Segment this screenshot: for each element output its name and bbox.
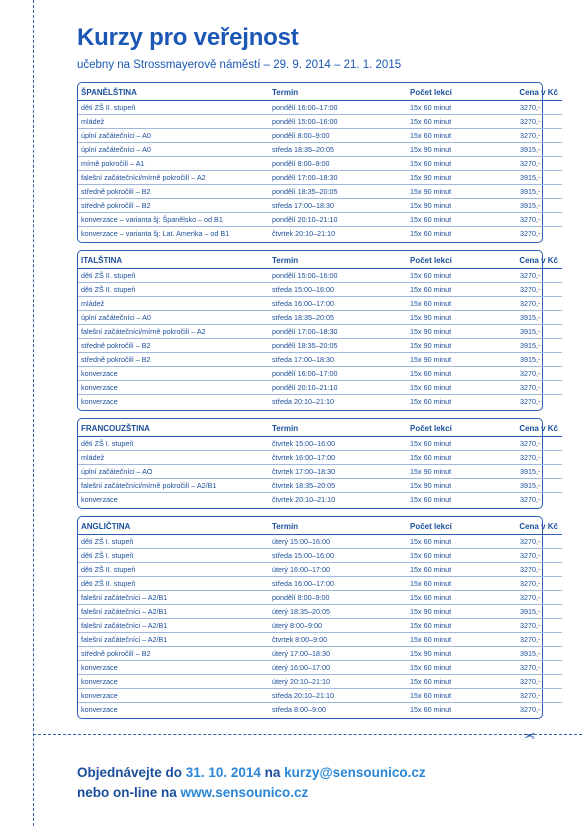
section-language-heading: ANGLIČTINA xyxy=(78,519,269,535)
course-price: 3915,- xyxy=(500,605,562,619)
course-schedule: čtvrtek 20:10–21:10 xyxy=(269,493,407,507)
course-level: středně pokročilí – B2 xyxy=(78,199,269,213)
course-lessons: 15x 90 minut xyxy=(407,353,500,367)
course-price: 3270,- xyxy=(500,675,562,689)
course-schedule: čtvrtek 18:35–20:05 xyxy=(269,479,407,493)
course-price: 3270,- xyxy=(500,213,562,227)
course-section xyxy=(77,516,558,719)
course-lessons: 15x 60 minut xyxy=(407,381,500,395)
course-schedule: pondělí 18:35–20:05 xyxy=(269,339,407,353)
order-info xyxy=(77,763,426,803)
order-deadline: 31. 10. 2014 xyxy=(185,765,261,780)
course-level: mírně pokročilí – A1 xyxy=(78,157,269,171)
section-language-heading: ITALŠTINA xyxy=(78,253,269,269)
course-level: děti ZŠ I. stupeň xyxy=(81,537,134,546)
table-row xyxy=(78,493,562,507)
course-lessons: 15x 90 minut xyxy=(407,647,500,661)
course-level: děti ZŠ I. stupeň xyxy=(78,549,269,563)
course-schedule: středa 18:35–20:05 xyxy=(269,143,407,157)
table-row xyxy=(78,367,562,381)
course-schedule: úterý 20:10–21:10 xyxy=(269,675,407,689)
course-schedule: středa 15:00–16:00 xyxy=(269,549,407,563)
column-header-term: Termín xyxy=(269,421,407,437)
course-schedule: pondělí 20:10–21:10 xyxy=(269,381,407,395)
course-price: 3270,- xyxy=(500,129,562,143)
course-lessons: 15x 60 minut xyxy=(410,439,452,448)
table-row xyxy=(78,591,562,605)
table-row xyxy=(78,143,562,157)
course-lessons: 15x 90 minut xyxy=(407,465,500,479)
cut-line-vertical xyxy=(33,0,34,826)
table-row xyxy=(78,283,562,297)
course-level: úplní začátečníci – A0 xyxy=(78,129,269,143)
page-title: Kurzy pro veřejnost xyxy=(77,24,299,51)
course-lessons: 15x 60 minut xyxy=(407,591,500,605)
table-row xyxy=(78,563,562,577)
table-row xyxy=(78,479,562,493)
column-header-price: Cena v Kč xyxy=(500,253,562,269)
table-row xyxy=(78,171,562,185)
course-price: 3270,- xyxy=(500,367,562,381)
course-level: mládež xyxy=(78,115,269,129)
course-section xyxy=(77,82,558,243)
order-prefix: Objednávejte do xyxy=(77,765,183,780)
table-row xyxy=(78,199,562,213)
order-line-2 xyxy=(77,783,426,803)
course-section xyxy=(77,418,558,509)
course-level: konverzace xyxy=(78,395,269,409)
course-price: 3915,- xyxy=(500,185,562,199)
course-lessons: 15x 90 minut xyxy=(407,339,500,353)
column-header-term: Termín xyxy=(269,85,407,101)
course-lessons: 15x 60 minut xyxy=(407,689,500,703)
course-price: 3915,- xyxy=(500,479,562,493)
course-price: 3915,- xyxy=(500,143,562,157)
course-level: konverzace – varianta šj: Španělsko – od B1 xyxy=(78,213,269,227)
course-table xyxy=(78,253,562,408)
course-tables xyxy=(77,82,558,726)
course-lessons: 15x 60 minut xyxy=(407,115,500,129)
order-line-1 xyxy=(77,763,426,783)
course-price: 3270,- xyxy=(500,549,562,563)
course-level: falešní začátečníci – A2/B1 xyxy=(78,633,269,647)
course-level: falešní začátečníci/mírně pokročilí – A2 xyxy=(78,171,269,185)
course-schedule: čtvrtek 20:10–21:10 xyxy=(269,227,407,241)
section-language-heading: FRANCOUZŠTINA xyxy=(78,421,269,437)
course-level: konverzace xyxy=(78,689,269,703)
table-row xyxy=(78,647,562,661)
table-row xyxy=(78,577,562,591)
course-lessons: 15x 60 minut xyxy=(407,549,500,563)
course-price: 3270,- xyxy=(500,227,562,241)
website-link[interactable]: www.sensounico.cz xyxy=(180,785,309,800)
course-schedule: středa 20:10–21:10 xyxy=(269,689,407,703)
course-schedule: středa 18:35–20:05 xyxy=(269,311,407,325)
course-price: 3915,- xyxy=(500,325,562,339)
course-level: děti ZŠ I. stupeň xyxy=(81,439,134,448)
course-price: 3270,- xyxy=(500,633,562,647)
course-price: 3915,- xyxy=(500,199,562,213)
course-level: konverzace xyxy=(78,381,269,395)
scissors-icon: ✂ xyxy=(524,728,535,743)
course-level: falešní začátečníci/mírně pokročilí – A2 xyxy=(78,325,269,339)
column-header-price: Cena v Kč xyxy=(500,85,562,101)
online-prefix: nebo on-line na xyxy=(77,785,177,800)
course-lessons: 15x 60 minut xyxy=(407,577,500,591)
course-price: 3270,- xyxy=(500,619,562,633)
table-header-row xyxy=(78,85,562,101)
course-schedule: pondělí 8:00–9:00 xyxy=(269,591,407,605)
table-row xyxy=(78,605,562,619)
course-price: 3270,- xyxy=(500,703,562,717)
course-price: 3270,- xyxy=(500,283,562,297)
course-price: 3270,- xyxy=(520,271,541,280)
course-schedule: pondělí 20:10–21:10 xyxy=(269,213,407,227)
course-price: 3270,- xyxy=(500,577,562,591)
course-level: falešní začátečníci/mírně pokročilí – A2/B1 xyxy=(78,479,269,493)
column-header-lessons: Počet lekcí xyxy=(407,421,500,437)
course-lessons: 15x 90 minut xyxy=(407,311,500,325)
course-schedule: úterý 16:00–17:00 xyxy=(269,563,407,577)
course-price: 3915,- xyxy=(500,353,562,367)
course-lessons: 15x 90 minut xyxy=(407,199,500,213)
course-schedule: úterý 15:00–16:00 xyxy=(272,537,330,546)
course-schedule: čtvrtek 15:00–16:00 xyxy=(272,439,336,448)
table-row xyxy=(78,213,562,227)
column-header-lessons: Počet lekcí xyxy=(407,253,500,269)
table-row xyxy=(78,689,562,703)
course-level: středně pokročilí – B2 xyxy=(78,339,269,353)
table-header-row xyxy=(78,253,562,269)
section-language-heading: ŠPANĚLŠTINA xyxy=(78,85,269,101)
course-level: středně pokročilí – B2 xyxy=(78,185,269,199)
course-schedule: středa 16:00–17:00 xyxy=(269,297,407,311)
column-header-price: Cena v Kč xyxy=(500,519,562,535)
course-schedule: úterý 17:00–18:30 xyxy=(269,647,407,661)
course-schedule: pondělí 17:00–18:30 xyxy=(269,171,407,185)
course-table xyxy=(78,85,562,240)
course-lessons: 15x 60 minut xyxy=(407,563,500,577)
course-lessons: 15x 90 minut xyxy=(407,325,500,339)
course-schedule: středa 17:00–18:30 xyxy=(269,353,407,367)
course-lessons: 15x 60 minut xyxy=(407,451,500,465)
course-level: děti ZŠ II. stupeň xyxy=(78,577,269,591)
course-schedule: středa 15:00–16:00 xyxy=(269,283,407,297)
course-lessons: 15x 60 minut xyxy=(407,213,500,227)
table-header-row xyxy=(78,421,562,437)
course-table xyxy=(78,421,562,506)
course-schedule: středa 16:00–17:00 xyxy=(269,577,407,591)
table-row xyxy=(78,325,562,339)
course-level: mládež xyxy=(78,297,269,311)
course-level: úplní začátečníci – AO xyxy=(78,465,269,479)
course-lessons: 15x 60 minut xyxy=(407,675,500,689)
table-row xyxy=(78,675,562,689)
table-row xyxy=(78,227,562,241)
course-price: 3270,- xyxy=(500,115,562,129)
course-level: děti ZŠ II. stupeň xyxy=(81,103,136,112)
column-header-term: Termín xyxy=(269,253,407,269)
course-price: 3270,- xyxy=(520,103,541,112)
course-lessons: 15x 90 minut xyxy=(407,479,500,493)
table-row xyxy=(78,619,562,633)
course-lessons: 15x 60 minut xyxy=(407,367,500,381)
course-lessons: 15x 60 minut xyxy=(407,493,500,507)
course-level: konverzace xyxy=(78,367,269,381)
course-price: 3270,- xyxy=(500,493,562,507)
course-schedule: středa 17:00–18:30 xyxy=(269,199,407,213)
course-lessons: 15x 60 minut xyxy=(407,297,500,311)
course-schedule: čtvrtek 16:00–17:00 xyxy=(269,451,407,465)
table-row xyxy=(78,535,562,549)
table-row xyxy=(78,269,562,283)
course-lessons: 15x 60 minut xyxy=(407,157,500,171)
course-level: konverzace xyxy=(78,661,269,675)
course-schedule: pondělí 18:35–20:05 xyxy=(269,185,407,199)
course-schedule: pondělí 15:00–16:00 xyxy=(269,115,407,129)
table-row xyxy=(78,157,562,171)
course-lessons: 15x 60 minut xyxy=(407,283,500,297)
course-price: 3270,- xyxy=(500,451,562,465)
column-header-term: Termín xyxy=(269,519,407,535)
course-lessons: 15x 90 minut xyxy=(407,143,500,157)
course-lessons: 15x 90 minut xyxy=(407,605,500,619)
course-schedule: pondělí 8:00–9:00 xyxy=(269,157,407,171)
course-schedule: pondělí 16:00–17:00 xyxy=(272,103,338,112)
course-lessons: 15x 90 minut xyxy=(407,171,500,185)
course-schedule: středa 20:10–21:10 xyxy=(269,395,407,409)
table-row xyxy=(78,353,562,367)
order-mid: na xyxy=(264,765,281,780)
course-schedule: čtvrtek 17:00–18:30 xyxy=(269,465,407,479)
course-lessons: 15x 60 minut xyxy=(410,271,452,280)
column-header-lessons: Počet lekcí xyxy=(407,519,500,535)
table-row xyxy=(78,339,562,353)
course-lessons: 15x 60 minut xyxy=(407,227,500,241)
course-level: konverzace xyxy=(78,675,269,689)
course-schedule: pondělí 15:00–16:00 xyxy=(272,271,338,280)
course-price: 3270,- xyxy=(520,439,541,448)
column-header-lessons: Počet lekcí xyxy=(407,85,500,101)
course-level: falešní začátečníci – A2/B1 xyxy=(78,605,269,619)
table-row xyxy=(78,633,562,647)
course-price: 3270,- xyxy=(500,591,562,605)
course-level: konverzace xyxy=(78,493,269,507)
course-schedule: pondělí 8:00–9:00 xyxy=(269,129,407,143)
course-level: středně pokročilí – B2 xyxy=(78,353,269,367)
course-level: úplní začátečníci – A0 xyxy=(78,311,269,325)
email-link[interactable]: kurzy@sensounico.cz xyxy=(284,765,426,780)
table-row xyxy=(78,661,562,675)
course-schedule: úterý 18:35–20:05 xyxy=(269,605,407,619)
course-section xyxy=(77,250,558,411)
course-schedule: středa 8:00–9:00 xyxy=(269,703,407,717)
course-price: 3270,- xyxy=(500,661,562,675)
course-price: 3270,- xyxy=(500,381,562,395)
course-schedule: úterý 16:00–17:00 xyxy=(269,661,407,675)
course-price: 3915,- xyxy=(500,647,562,661)
course-table xyxy=(78,519,562,716)
course-level: děti ZŠ II. stupeň xyxy=(78,563,269,577)
course-price: 3915,- xyxy=(500,339,562,353)
course-level: děti ZŠ II. stupeň xyxy=(78,283,269,297)
course-level: konverzace xyxy=(78,703,269,717)
course-lessons: 15x 60 minut xyxy=(410,103,452,112)
table-row xyxy=(78,703,562,717)
table-row xyxy=(78,395,562,409)
course-price: 3915,- xyxy=(500,465,562,479)
course-lessons: 15x 60 minut xyxy=(407,129,500,143)
course-level: mládež xyxy=(78,451,269,465)
cut-line-horizontal xyxy=(33,734,582,735)
course-price: 3915,- xyxy=(500,171,562,185)
table-row xyxy=(78,297,562,311)
table-row xyxy=(78,311,562,325)
course-level: středně pokročilí – B2 xyxy=(78,647,269,661)
table-row xyxy=(78,465,562,479)
course-schedule: pondělí 17:00–18:30 xyxy=(269,325,407,339)
course-lessons: 15x 90 minut xyxy=(407,185,500,199)
course-lessons: 15x 60 minut xyxy=(407,633,500,647)
course-schedule: úterý 8:00–9:00 xyxy=(269,619,407,633)
course-price: 3270,- xyxy=(500,689,562,703)
table-row xyxy=(78,381,562,395)
course-lessons: 15x 60 minut xyxy=(407,395,500,409)
course-price: 3270,- xyxy=(500,157,562,171)
course-lessons: 15x 60 minut xyxy=(410,537,452,546)
course-lessons: 15x 60 minut xyxy=(407,661,500,675)
table-row xyxy=(78,115,562,129)
course-lessons: 15x 60 minut xyxy=(407,703,500,717)
course-schedule: čtvrtek 8:00–9:00 xyxy=(269,633,407,647)
column-header-price: Cena v Kč xyxy=(500,421,562,437)
table-row xyxy=(78,549,562,563)
course-price: 3270,- xyxy=(500,297,562,311)
course-price: 3270,- xyxy=(520,537,541,546)
course-lessons: 15x 60 minut xyxy=(407,619,500,633)
table-row xyxy=(78,451,562,465)
table-row xyxy=(78,185,562,199)
course-schedule: pondělí 16:00–17:00 xyxy=(269,367,407,381)
course-price: 3270,- xyxy=(500,395,562,409)
table-row xyxy=(78,437,562,451)
table-row xyxy=(78,101,562,115)
page-subtitle: učebny na Strossmayerově náměstí – 29. 9. 2014 – 21. 1. 2015 xyxy=(77,59,402,71)
table-header-row xyxy=(78,519,562,535)
course-level: falešní začátečníci – A2/B1 xyxy=(78,591,269,605)
course-level: děti ZŠ II. stupeň xyxy=(81,271,136,280)
course-level: konverzace – varianta šj: Lat. Amerika – od B1 xyxy=(78,227,269,241)
course-price: 3915,- xyxy=(500,311,562,325)
course-level: úplní začátečníci – A0 xyxy=(78,143,269,157)
course-level: falešní začátečníci – A2/B1 xyxy=(78,619,269,633)
course-price: 3270,- xyxy=(500,563,562,577)
table-row xyxy=(78,129,562,143)
